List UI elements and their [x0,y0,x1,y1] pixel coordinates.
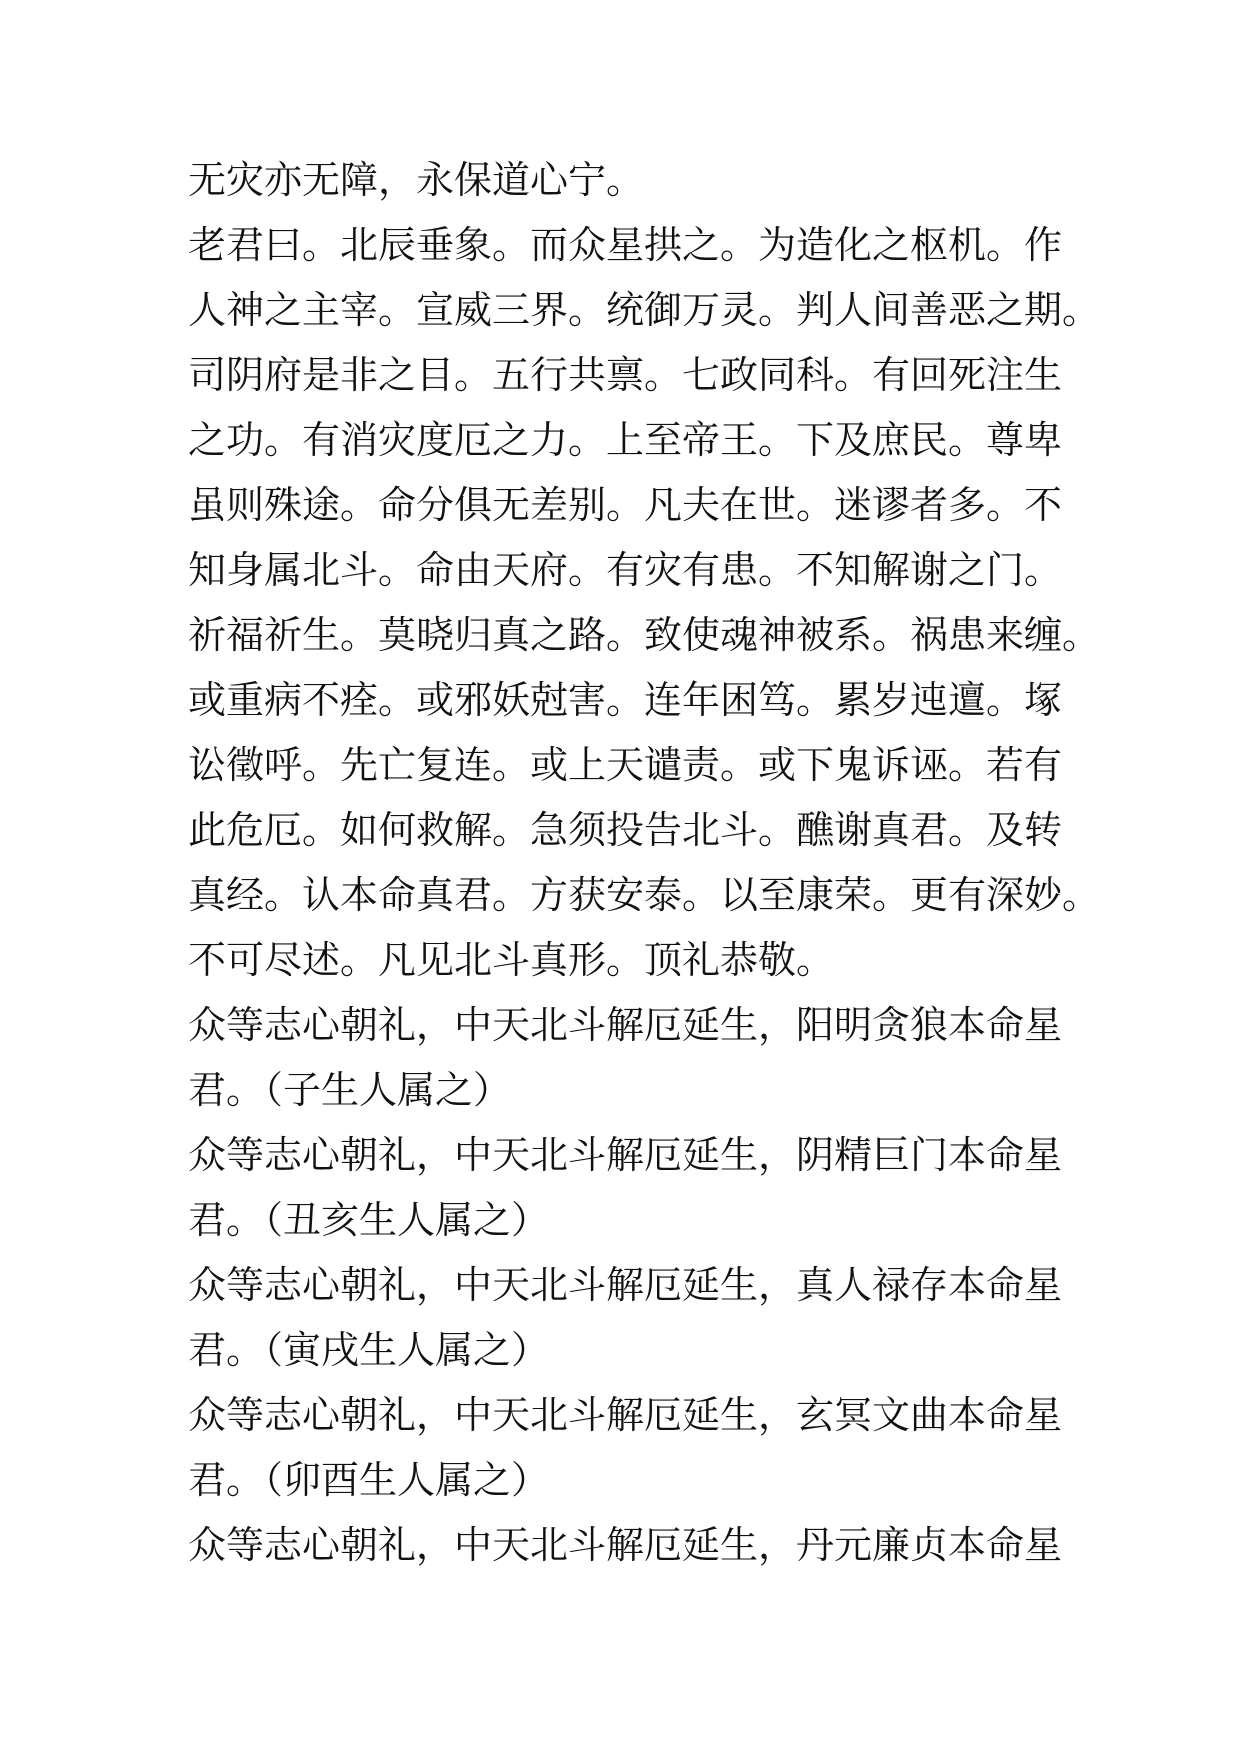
text-line: 真经。认本命真君。方获安泰。以至康荣。更有深妙。 [188,873,1101,917]
text-line: 知身属北斗。命由天府。有灾有患。不知解谢之门。 [188,548,1063,592]
text-line: 司阴府是非之目。五行共禀。七政同科。有回死注生 [188,353,1063,397]
text-line: 众等志心朝礼，中天北斗解厄延生，玄冥文曲本命星 [188,1393,1063,1437]
text-line: 此危厄。如何救解。急须投告北斗。醮谢真君。及转 [188,808,1063,852]
text-line: 君。（丑亥生人属之） [188,1198,550,1242]
text-line: 君。（子生人属之） [188,1068,512,1112]
text-line: 众等志心朝礼，中天北斗解厄延生，阳明贪狼本命星 [188,1003,1063,1047]
text-line: 不可尽述。凡见北斗真形。顶礼恭敬。 [188,938,835,982]
text-line: 众等志心朝礼，中天北斗解厄延生，真人禄存本命星 [188,1263,1063,1307]
text-line: 之功。有消灾度厄之力。上至帝王。下及庶民。尊卑 [188,418,1063,462]
text-line: 君。（卯酉生人属之） [188,1458,550,1502]
text-line: 讼徵呼。先亡复连。或上天谴责。或下鬼诉诬。若有 [188,743,1063,787]
text-line: 众等志心朝礼，中天北斗解厄延生，阴精巨门本命星 [188,1133,1063,1177]
text-line: 祈福祈生。莫晓归真之路。致使魂神被系。祸患来缠。 [188,613,1101,657]
text-line: 老君曰。北辰垂象。而众星拱之。为造化之枢机。作 [188,223,1063,267]
text-line: 虽则殊途。命分俱无差别。凡夫在世。迷谬者多。不 [188,483,1063,527]
body-text [188,148,1101,1578]
text-line: 或重病不痊。或邪妖尅害。连年困笃。累岁迍邅。塚 [188,678,1063,722]
text-line: 众等志心朝礼，中天北斗解厄延生，丹元廉贞本命星 [188,1523,1063,1567]
text-line: 君。（寅戌生人属之） [188,1328,550,1372]
text-line: 无灾亦无障，永保道心宁。 [188,158,645,202]
text-line: 人神之主宰。宣威三界。统御万灵。判人间善恶之期。 [188,288,1101,332]
